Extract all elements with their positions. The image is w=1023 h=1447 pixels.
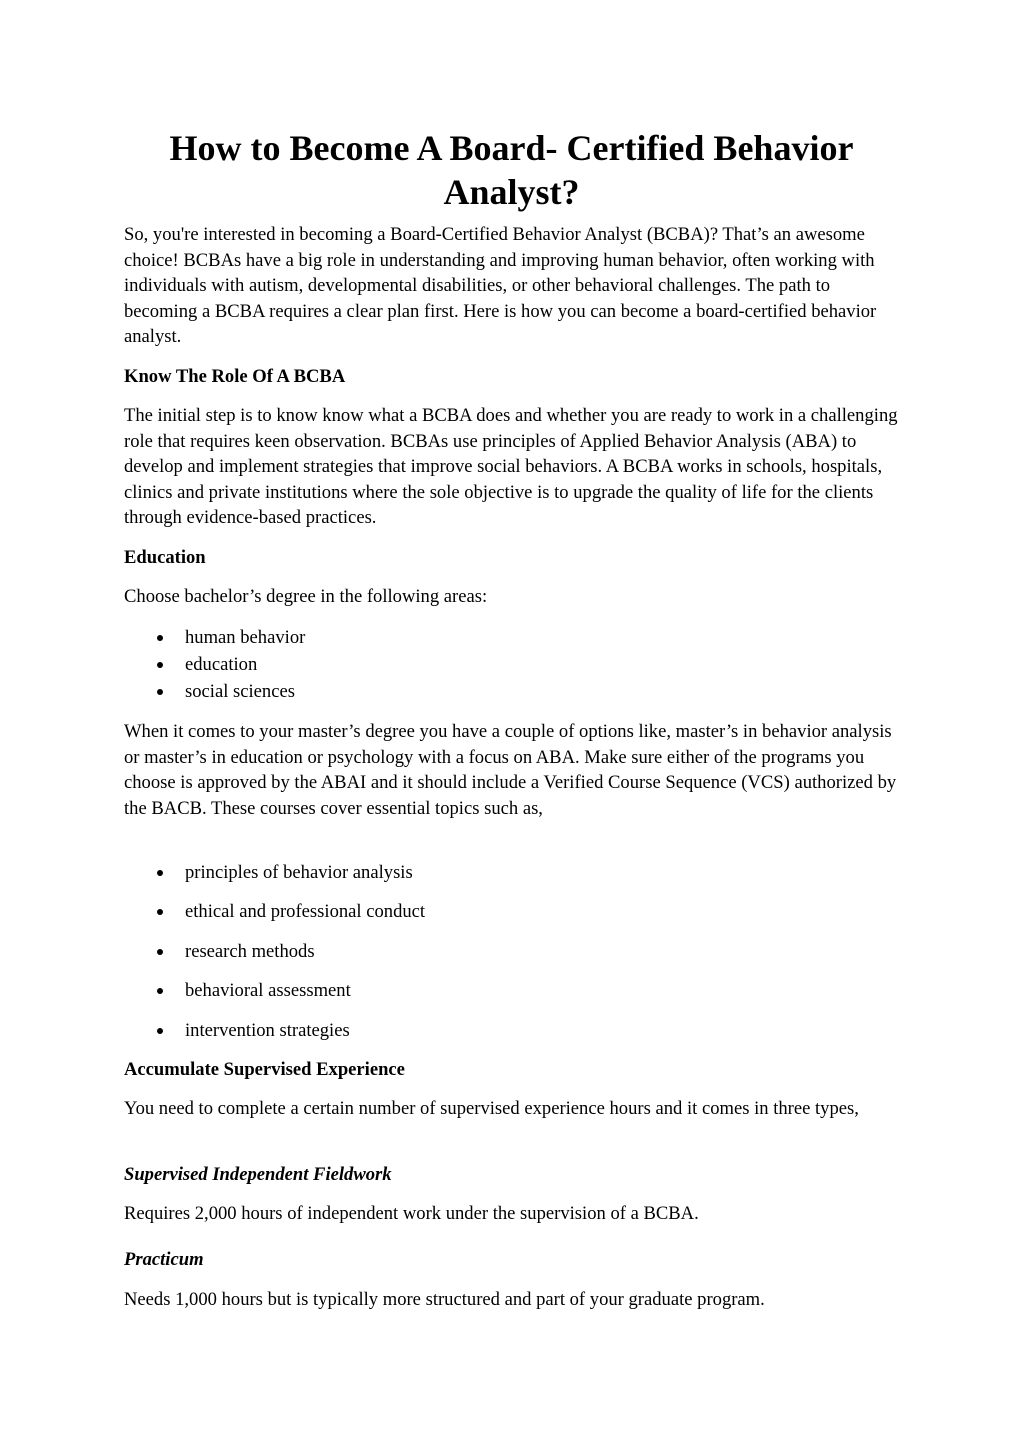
education-heading: Education (124, 547, 206, 568)
bachelor-areas-list (124, 624, 899, 705)
intro-paragraph: So, you're interested in becoming a Board-Certified Behavior Analyst (BCBA)? That’s an awesome choice! BCBAs have a big role in understanding and improving human behavior, often working with individuals with autism, developmental disabilities, or other behavioral challenges. The path to becoming a BCBA requires a clear plan first. Here is how you can become a board-certified behavior analyst. (124, 224, 877, 347)
fieldwork-heading: Supervised Independent Fieldwork (124, 1164, 392, 1185)
list-item: research methods (124, 939, 899, 978)
list-item: human behavior (124, 624, 899, 651)
list-item: social sciences (124, 678, 899, 705)
fieldwork-paragraph: Requires 2,000 hours of independent work under the supervision of a BCBA. (124, 1203, 699, 1224)
role-paragraph: The initial step is to know know what a BCBA does and whether you are ready to work in a challenging role that requires keen observation. BCBAs use principles of Applied Behavior Analysis (ABA) to develop and implement strategies that improve social behaviors. A BCBA works in schools, hospitals, clinics and private institutions where the sole objective is to upgrade the quality of life for the clients through evidence-based practices. (124, 405, 898, 528)
education-lead: Choose bachelor’s degree in the following areas: (124, 586, 488, 607)
practicum-heading: Practicum (124, 1249, 204, 1270)
course-topics-list (124, 860, 899, 1057)
list-item: behavioral assessment (124, 978, 899, 1017)
list-item: principles of behavior analysis (124, 860, 899, 899)
experience-heading: Accumulate Supervised Experience (124, 1059, 405, 1080)
masters-paragraph: When it comes to your master’s degree you have a couple of options like, master’s in behavior analysis or master’s in education or psychology with a focus on ABA. Make sure either of the programs you choose is approved by the ABAI and it should include a Verified Course Sequence (VCS) authorized by the BACB. These courses cover essential topics such as, (124, 721, 897, 819)
experience-paragraph: You need to complete a certain number of supervised experience hours and it comes in three types, (124, 1098, 859, 1119)
role-heading: Know The Role Of A BCBA (124, 366, 346, 387)
practicum-paragraph: Needs 1,000 hours but is typically more structured and part of your graduate program. (124, 1289, 765, 1310)
list-item: ethical and professional conduct (124, 899, 899, 938)
list-item: education (124, 651, 899, 678)
list-item: intervention strategies (124, 1018, 899, 1057)
page-title: How to Become A Board- Certified Behavior Analyst? (169, 128, 854, 212)
